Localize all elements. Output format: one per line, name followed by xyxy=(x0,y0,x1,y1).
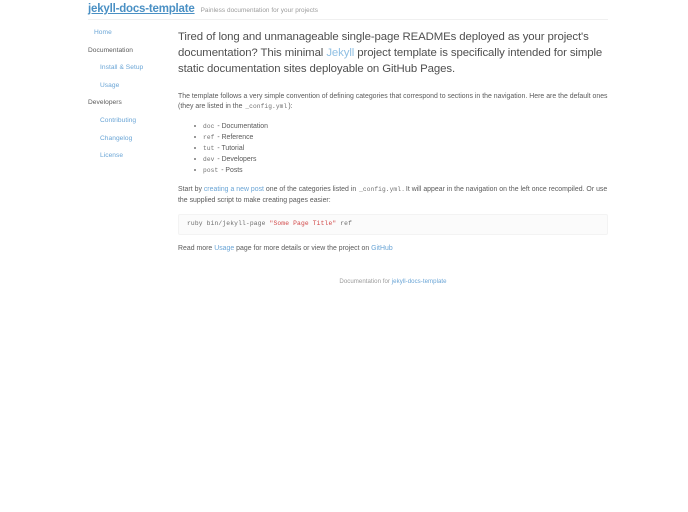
list-item xyxy=(202,121,608,132)
sidebar-item-license[interactable]: License xyxy=(100,152,124,160)
start-paragraph xyxy=(178,185,608,206)
sidebar-item-contributing[interactable]: Contributing xyxy=(100,116,137,124)
category-code-ref: ref xyxy=(203,133,215,141)
intro-text-part2: ): xyxy=(288,103,293,111)
category-code-dev: dev xyxy=(203,156,215,164)
list-item xyxy=(202,132,608,143)
lead-text-part2: project template is specifically intended for simple static documentation sites deployable on GitHub Pages. xyxy=(178,47,603,76)
start-text-part3: . It will appear in the navigation on the left once recompiled. Or use the supplied script to make creating pages easier: xyxy=(178,186,608,204)
code-string-literal: "Some Page Title" xyxy=(269,220,337,228)
code-block-jekyll-page xyxy=(178,214,608,234)
sidebar-item-home[interactable]: Home xyxy=(94,29,112,36)
site-title-link[interactable]: jekyll-docs-template xyxy=(88,3,195,15)
sidebar-nav xyxy=(88,29,176,171)
code-argument: ref xyxy=(336,220,353,228)
read-more-text-part2: page for more details or view the project on xyxy=(234,244,372,252)
category-label-tut: - Tutorial xyxy=(217,144,245,152)
footer-project-link[interactable]: jekyll-docs-template xyxy=(391,278,447,286)
category-list xyxy=(178,121,608,177)
site-footer xyxy=(178,262,608,285)
footer-prefix: Documentation for xyxy=(339,278,392,286)
site-tagline: Painless documentation for your projects xyxy=(200,7,319,14)
usage-link[interactable]: Usage xyxy=(214,244,235,252)
main-content xyxy=(176,29,608,285)
category-label-ref: - Reference xyxy=(217,133,254,141)
page-layout xyxy=(88,20,608,285)
start-text-part2: one of the categories listed in xyxy=(263,186,359,194)
lead-text-part1: Tired of long and unmanageable single-page READMEs deployed as your project's documentation? This minimal xyxy=(178,31,589,60)
start-text-part1: Start by xyxy=(178,186,204,194)
jekyll-link[interactable]: Jekyll xyxy=(326,47,355,60)
lead-paragraph xyxy=(178,29,608,78)
category-label-doc: - Documentation xyxy=(217,122,268,130)
list-item xyxy=(202,165,608,176)
intro-text-part1: The template follows a very simple convention of defining categories that correspond to sections in the navigation. Here are the default ones (they are listed in the xyxy=(178,92,608,111)
sidebar-heading-developers: Developers xyxy=(88,99,122,107)
category-code-doc: doc xyxy=(203,122,215,130)
site-header xyxy=(88,0,608,20)
config-yml-code: _config.yml xyxy=(245,103,288,111)
creating-new-post-link[interactable]: creating a new post xyxy=(203,186,264,194)
sidebar-heading-documentation: Documentation xyxy=(88,46,133,54)
github-link[interactable]: GitHub xyxy=(371,244,393,252)
read-more-paragraph xyxy=(178,244,608,254)
category-label-dev: - Developers xyxy=(217,156,257,164)
sidebar-item-changelog[interactable]: Changelog xyxy=(100,134,133,142)
code-command: ruby bin/jekyll-page xyxy=(187,220,270,228)
category-code-tut: tut xyxy=(203,144,215,152)
config-yml-code-2: _config.yml xyxy=(359,186,402,194)
category-code-post: post xyxy=(203,167,219,175)
read-more-text-part1: Read more xyxy=(178,244,215,252)
list-item xyxy=(202,143,608,154)
intro-paragraph xyxy=(178,92,608,113)
list-item xyxy=(202,154,608,165)
sidebar-item-usage[interactable]: Usage xyxy=(100,81,120,89)
sidebar-item-install-setup[interactable]: Install & Setup xyxy=(100,64,144,72)
category-label-post: - Posts xyxy=(221,167,243,175)
